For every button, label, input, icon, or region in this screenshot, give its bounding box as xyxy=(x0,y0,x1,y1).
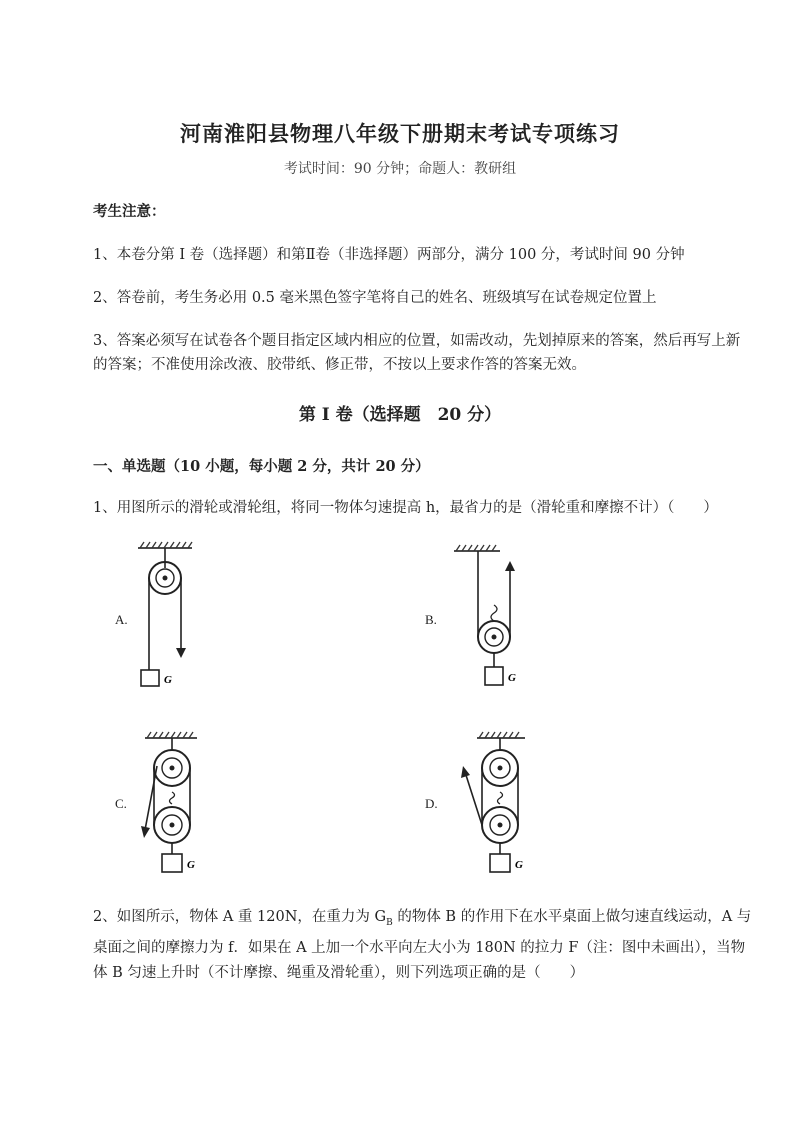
option-a-label: A. xyxy=(115,612,128,627)
weight-label-d: G xyxy=(515,859,523,871)
weight-label-b: G xyxy=(508,672,516,684)
pulley-figure-d xyxy=(455,730,535,880)
page-title: 河南淮阳县物理八年级下册期末考试专项练习 xyxy=(180,121,620,146)
exam-info: 考试时间：90 分钟；命题人：教研组 xyxy=(283,161,517,177)
question-2-text-start: 2、如图所示，物体 A 重 120N，在重力为 G xyxy=(93,909,387,925)
question-2-subscript: B xyxy=(386,917,393,928)
pulley-figure-c xyxy=(135,730,215,880)
note-1: 1、本卷分第 I 卷（选择题）和第Ⅱ卷（非选择题）两部分，满分 100 分，考试时间 90 分钟 xyxy=(93,247,685,263)
notes-heading: 考生注意： xyxy=(93,203,166,220)
weight-label-a: G xyxy=(164,674,172,686)
question-2-text xyxy=(93,905,753,986)
option-c-label: C. xyxy=(115,796,127,811)
option-d-label: D. xyxy=(425,796,438,811)
note-3: 3、答案必须写在试卷各个题目指定区域内相应的位置，如需改动，先划掉原来的答案，然后再写上新的答案；不准使用涂改液、胶带纸、修正带，不按以上要求作答的答案无效。 xyxy=(93,333,741,373)
question-1-text: 1、用图所示的滑轮或滑轮组，将同一物体匀速提高 h，最省力的是（滑轮重和摩擦不计）（ ） xyxy=(93,500,718,516)
weight-label-c: G xyxy=(187,859,195,871)
pulley-figure-a xyxy=(130,540,210,700)
pulley-figure-b xyxy=(450,545,530,695)
note-2: 2、答卷前，考生务必用 0.5 毫米黑色签字笔将自己的姓名、班级填写在试卷规定位置上 xyxy=(93,290,657,306)
option-b-label: B. xyxy=(425,612,437,627)
section-title: 第 I 卷（选择题 20 分） xyxy=(298,405,502,425)
question-2-text-end: 的物体 B 的作用下在水平桌面上做匀速直线运动，A 与桌面之间的摩擦力为 f．如果在 A 上加一个水平向左大小为 180N 的拉力 F（注：图中未画出），当物体 B 匀速上升时（不计摩擦、绳重及滑轮重），则下列选项正确的是（ ） xyxy=(93,909,752,981)
part-heading: 一、单选题（10 小题，每小题 2 分，共计 20 分） xyxy=(93,458,430,475)
